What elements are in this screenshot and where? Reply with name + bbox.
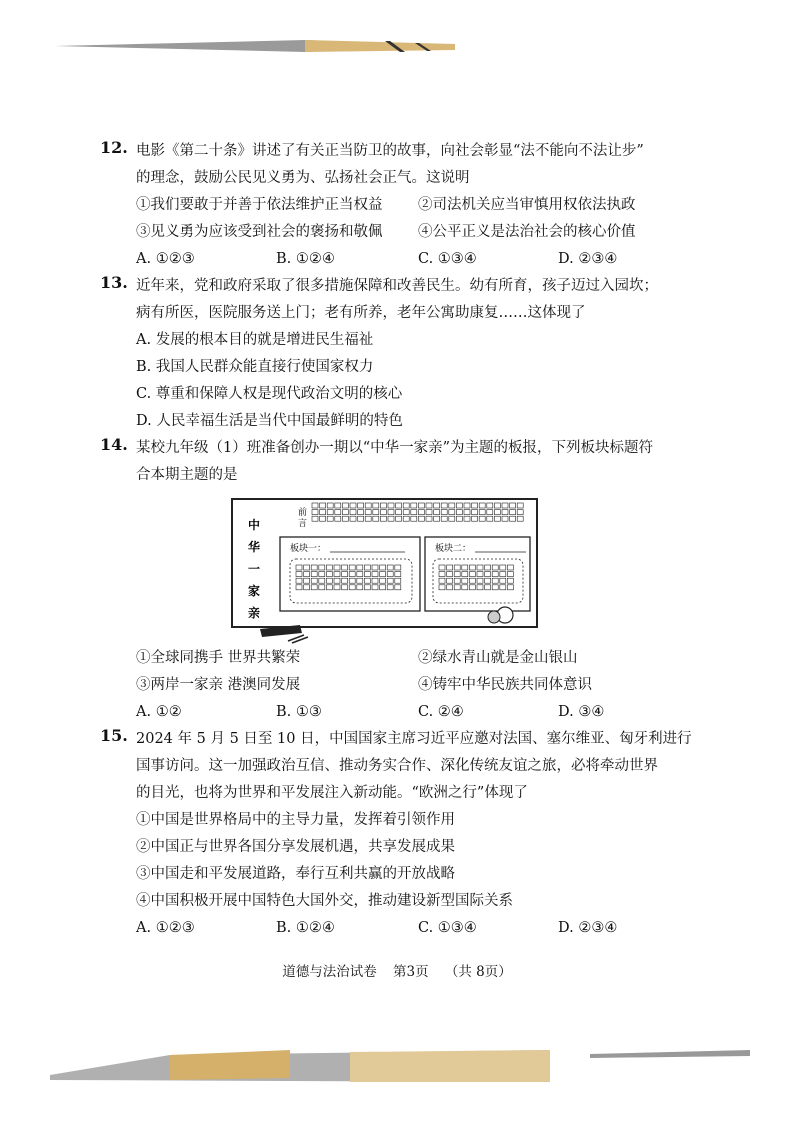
question-12	[100, 138, 650, 273]
statement-1: ①我们要敢于并善于依法维护正当权益	[136, 197, 383, 213]
question-15	[100, 726, 692, 942]
question-stem: 合本期主题的是	[136, 467, 238, 483]
side-title-char: 一	[248, 562, 261, 576]
side-title-char: 华	[248, 540, 261, 554]
footer-page: 第3页	[393, 964, 429, 980]
statement-2: ②司法机关应当审慎用权依法执政	[418, 197, 636, 213]
question-stem: 病有所医，医院服务送上门；老有所养，老年公寓助康复……这体现了	[136, 305, 586, 321]
scan-edge-bottom	[50, 1040, 750, 1085]
statement-3: ③见义勇为应该受到社会的褒扬和敬佩	[136, 224, 383, 240]
choice-d[interactable]: D. ②③④	[558, 920, 618, 936]
choice-a[interactable]: A. ①②	[136, 704, 182, 720]
page-footer	[0, 960, 794, 980]
choice-b[interactable]: B. ①②④	[276, 251, 335, 267]
statement-2: ②中国正与世界各国分享发展机遇，共享发展成果	[136, 839, 455, 855]
question-stem: 某校九年级（1）班准备创办一期以“中华一家亲”为主题的板报，下列板块标题符	[136, 440, 654, 456]
statement-4: ④铸牢中华民族共同体意识	[418, 677, 592, 693]
choice-c[interactable]: C. ①③④	[418, 920, 477, 936]
block-2-title: 板块二：	[435, 544, 472, 554]
question-number: 13.	[100, 273, 128, 292]
question-13	[100, 273, 658, 435]
question-number: 12.	[100, 138, 128, 157]
footer-total: （共 8页）	[444, 964, 512, 980]
preface-label: 言	[298, 519, 308, 529]
side-title-char: 亲	[248, 606, 261, 620]
question-stem: 的理念，鼓励公民见义勇为、弘扬社会正气。这说明	[136, 170, 470, 186]
question-stem: 国事访问。这一加强政治互信、推动务实合作、深化传统友谊之旅，必将牵动世界	[136, 758, 658, 774]
statement-1: ①中国是世界格局中的主导力量，发挥着引领作用	[136, 812, 455, 828]
choice-a[interactable]: A. 发展的根本目的就是增进民生福祉	[136, 332, 374, 348]
choice-b[interactable]: B. 我国人民群众能直接行使国家权力	[136, 359, 374, 375]
block-1-title: 板块一：	[290, 544, 327, 554]
question-14	[100, 435, 654, 726]
statement-3: ③两岸一家亲 港澳同发展	[136, 677, 301, 693]
statement-3: ③中国走和平发展道路，奉行互利共赢的开放战略	[136, 866, 455, 882]
question-stem: 2024 年 5 月 5 日至 10 日，中国国家主席习近平应邀对法国、塞尔维亚、匈牙利进行	[136, 731, 692, 747]
question-stem: 的目光，也将为世界和平发展注入新动能。“欧洲之行”体现了	[136, 785, 528, 801]
question-number: 14.	[100, 435, 128, 454]
side-title-char: 中	[248, 518, 261, 532]
choice-c[interactable]: C. ①③④	[418, 251, 477, 267]
footer-subject: 道德与法治试卷	[282, 964, 377, 980]
choice-d[interactable]: D. ②③④	[558, 251, 618, 267]
statement-4: ④中国积极开展中国特色大国外交，推动建设新型国际关系	[136, 893, 513, 909]
blackboard-figure	[230, 495, 550, 645]
choice-c[interactable]: C. ②④	[418, 704, 464, 720]
choice-d[interactable]: D. 人民幸福生活是当代中国最鲜明的特色	[136, 413, 403, 429]
choice-b[interactable]: B. ①②④	[276, 920, 335, 936]
preface-label: 前	[298, 508, 308, 518]
exam-page	[100, 138, 692, 942]
statement-1: ①全球同携手 世界共繁荣	[136, 650, 301, 666]
question-stem: 电影《第二十条》讲述了有关正当防卫的故事，向社会彰显“法不能向不法让步”	[136, 143, 644, 159]
question-stem: 近年来，党和政府采取了很多措施保障和改善民生。幼有所育，孩子迈过入园坎；	[136, 278, 658, 294]
choice-b[interactable]: B. ①③	[276, 704, 322, 720]
choice-a[interactable]: A. ①②③	[136, 920, 195, 936]
blackboard-illustration	[230, 495, 550, 645]
choice-c[interactable]: C. 尊重和保障人权是现代政治文明的核心	[136, 386, 403, 402]
question-number: 15.	[100, 726, 128, 745]
choice-a[interactable]: A. ①②③	[136, 251, 195, 267]
statement-4: ④公平正义是法治社会的核心价值	[418, 224, 636, 240]
choice-d[interactable]: D. ③④	[558, 704, 605, 720]
scan-edge-top	[55, 38, 455, 54]
statement-2: ②绿水青山就是金山银山	[418, 650, 578, 666]
side-title-char: 家	[248, 584, 261, 598]
fruit-icon	[488, 611, 500, 623]
